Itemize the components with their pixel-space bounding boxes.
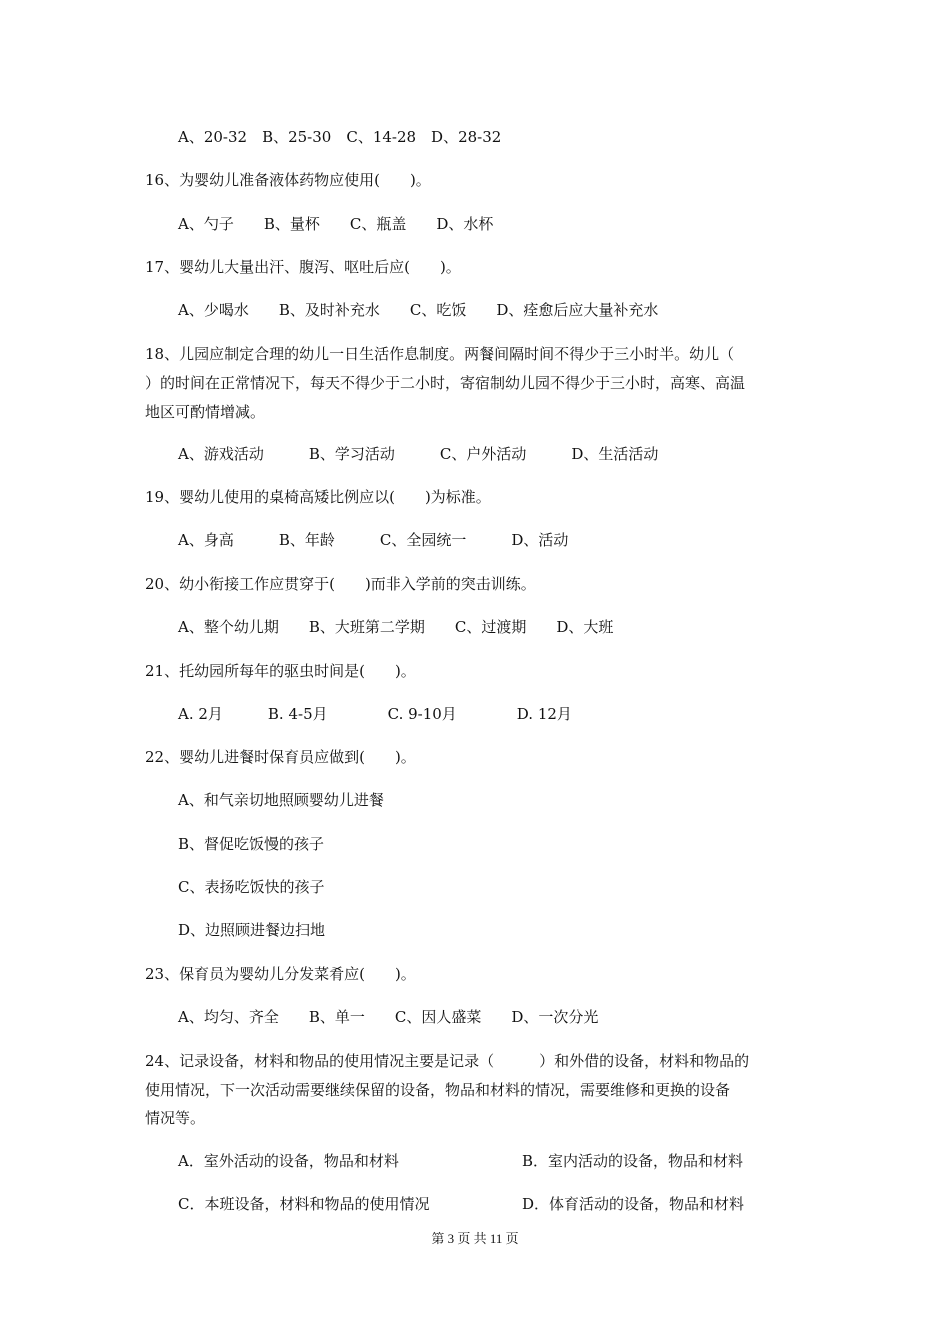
q22-option-a: A、和气亲切地照顾婴幼儿进餐 [178, 791, 384, 809]
q17-stem: 17、婴幼儿大量出汗、腹泻、呕吐后应( )。 [145, 258, 461, 276]
q24-option-d: D．体育活动的设备，物品和材料 [522, 1195, 745, 1213]
q18-stem-line-1: 18、儿园应制定合理的幼儿一日生活作息制度。两餐间隔时间不得少于三小时半。幼儿（ [145, 345, 735, 363]
page-footer: 第 3 页 共 11 页 [431, 1231, 519, 1246]
q19-stem: 19、婴幼儿使用的桌椅高矮比例应以( )为标准。 [145, 488, 491, 506]
q20-options: A、整个幼儿期 B、大班第二学期 C、过渡期 D、大班 [178, 618, 614, 636]
q19-options: A、身高 B、年龄 C、全园统一 D、活动 [178, 531, 569, 549]
q23-stem: 23、保育员为婴幼儿分发菜肴应( )。 [145, 965, 416, 983]
q21-stem: 21、托幼园所每年的驱虫时间是( )。 [145, 662, 416, 680]
q18-stem-line-2: ）的时间在正常情况下，每天不得少于二小时，寄宿制幼儿园不得少于三小时，高寒、高温 [145, 374, 746, 392]
q23-options: A、均匀、齐全 B、单一 C、因人盛菜 D、一次分光 [178, 1008, 599, 1026]
q24-option-a: A．室外活动的设备，物品和材料 [178, 1152, 399, 1170]
q24-option-c: C．本班设备，材料和物品的使用情况 [178, 1195, 430, 1213]
q16-options: A、勺子 B、量杯 C、瓶盖 D、水杯 [178, 215, 494, 233]
q18-options: A、游戏活动 B、学习活动 C、户外活动 D、生活活动 [178, 445, 659, 463]
q24-stem-line-1: 24、记录设备，材料和物品的使用情况主要是记录（ ）和外借的设备，材料和物品的 [145, 1052, 750, 1070]
q22-stem: 22、婴幼儿进餐时保育员应做到( )。 [145, 748, 416, 766]
q18-stem-line-3: 地区可酌情增减。 [145, 403, 266, 421]
q16-stem: 16、为婴幼儿准备液体药物应使用( )。 [145, 171, 431, 189]
q20-stem: 20、幼小衔接工作应贯穿于( )而非入学前的突击训练。 [145, 575, 536, 593]
q24-stem-line-3: 情况等。 [145, 1109, 206, 1127]
q24-stem-line-2: 使用情况，下一次活动需要继续保留的设备，物品和材料的情况，需要维修和更换的设备 [145, 1081, 731, 1099]
q15-options: A、20-32 B、25-30 C、14-28 D、28-32 [178, 128, 502, 146]
q21-options: A. 2月 B. 4-5月 C. 9-10月 D. 12月 [178, 705, 572, 723]
q22-option-d: D、边照顾进餐边扫地 [178, 921, 326, 939]
q22-option-c: C、表扬吃饭快的孩子 [178, 878, 325, 896]
q17-options: A、少喝水 B、及时补充水 C、吃饭 D、痊愈后应大量补充水 [178, 301, 659, 319]
q24-option-b: B．室内活动的设备，物品和材料 [522, 1152, 744, 1170]
q22-option-b: B、督促吃饭慢的孩子 [178, 835, 325, 853]
